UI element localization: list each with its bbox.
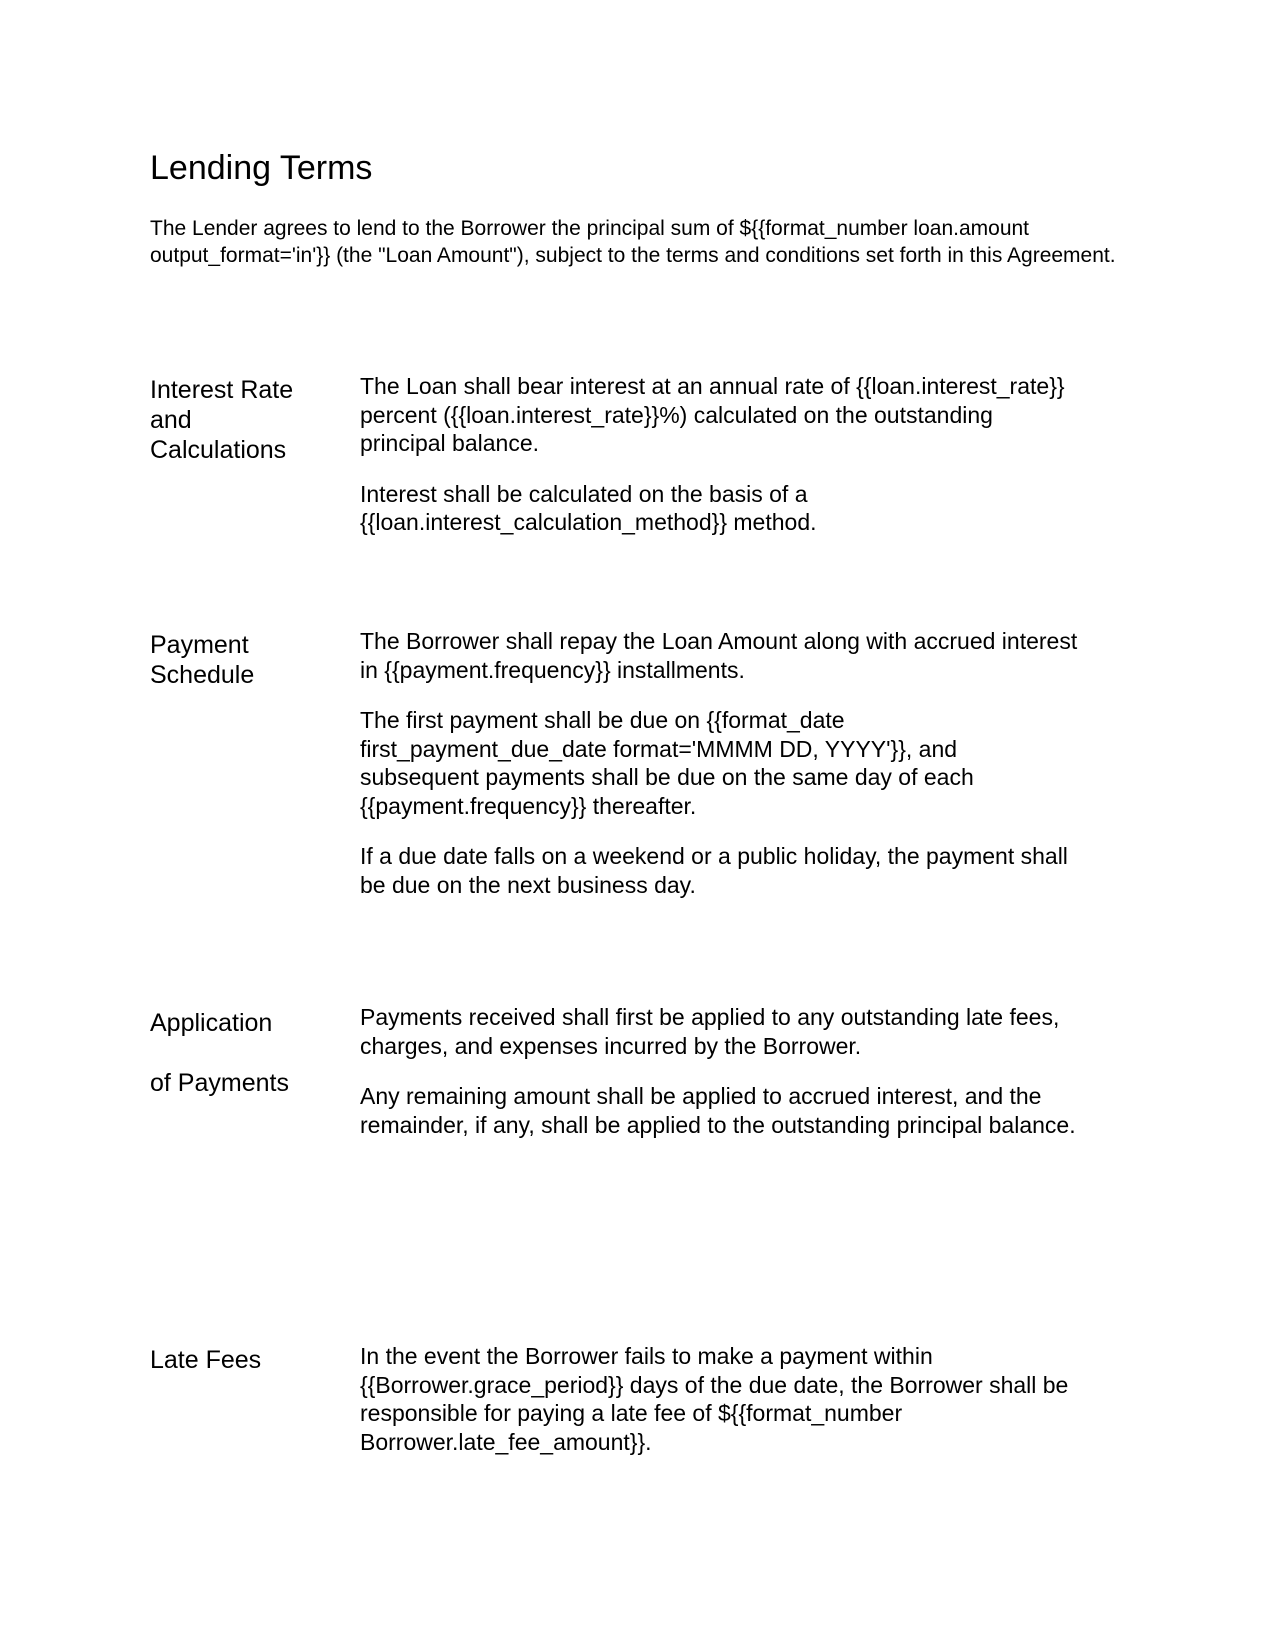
section-paragraph: Payments received shall first be applied to any outstanding late fees, charges, and expenses incurred by the Borrower. — [360, 1004, 1060, 1059]
section-paragraph: Interest shall be calculated on the basis of a {{loan.interest_calculation_method}} method. — [360, 480, 817, 535]
section-label — [150, 1008, 350, 1098]
section-label-line: of Payments — [150, 1069, 289, 1097]
section-paragraph: If a due date falls on a weekend or a public holiday, the payment shall be due on the next business day. — [360, 843, 1068, 898]
section-paragraph: In the event the Borrower fails to make a payment within {{Borrower.grace_period}} days of the due date, the Borrower shall be responsible for paying a late fee of ${{format_number Borrower.late_fee_amount}}. — [360, 1343, 1069, 1455]
section-body — [360, 627, 1080, 921]
section-paragraph: Any remaining amount shall be applied to accrued interest, and the remainder, if any, shall be applied to the outstanding principal balance. — [360, 1083, 1076, 1138]
section-body — [360, 372, 1080, 559]
section-body — [360, 1003, 1080, 1161]
section-paragraph: The Loan shall bear interest at an annual rate of {{loan.interest_rate}} percent ({{loan.interest_rate}}%) calculated on the outstanding principal balance. — [360, 373, 1065, 456]
label-spacer — [150, 1038, 350, 1068]
section-label — [150, 630, 350, 690]
document-title: Lending Terms — [150, 149, 373, 187]
intro-paragraph: The Lender agrees to lend to the Borrower the principal sum of ${{format_number loan.amount output_format='in'}} (the "Loan Amount"), subject to the terms and conditions set forth in this Agreement. — [150, 217, 1116, 267]
section-label-line: Payment — [150, 631, 249, 659]
section-label-line: Schedule — [150, 661, 255, 689]
section-label — [150, 1345, 350, 1375]
section-label-line: Calculations — [150, 436, 287, 464]
section-body — [360, 1342, 1080, 1478]
section-label — [150, 375, 350, 465]
section-paragraph: The Borrower shall repay the Loan Amount along with accrued interest in {{payment.frequency}} installments. — [360, 628, 1078, 683]
section-label-line: Interest Rate — [150, 376, 294, 404]
section-label-line: Late Fees — [150, 1346, 262, 1374]
section-label-line: Application — [150, 1009, 273, 1037]
section-paragraph: The first payment shall be due on {{format_date first_payment_due_date format='MMMM DD, YYYY'}}, and subsequent payments shall be due on the same day of each {{payment.frequency}} thereafter. — [360, 707, 974, 819]
section-label-line: and — [150, 406, 192, 434]
